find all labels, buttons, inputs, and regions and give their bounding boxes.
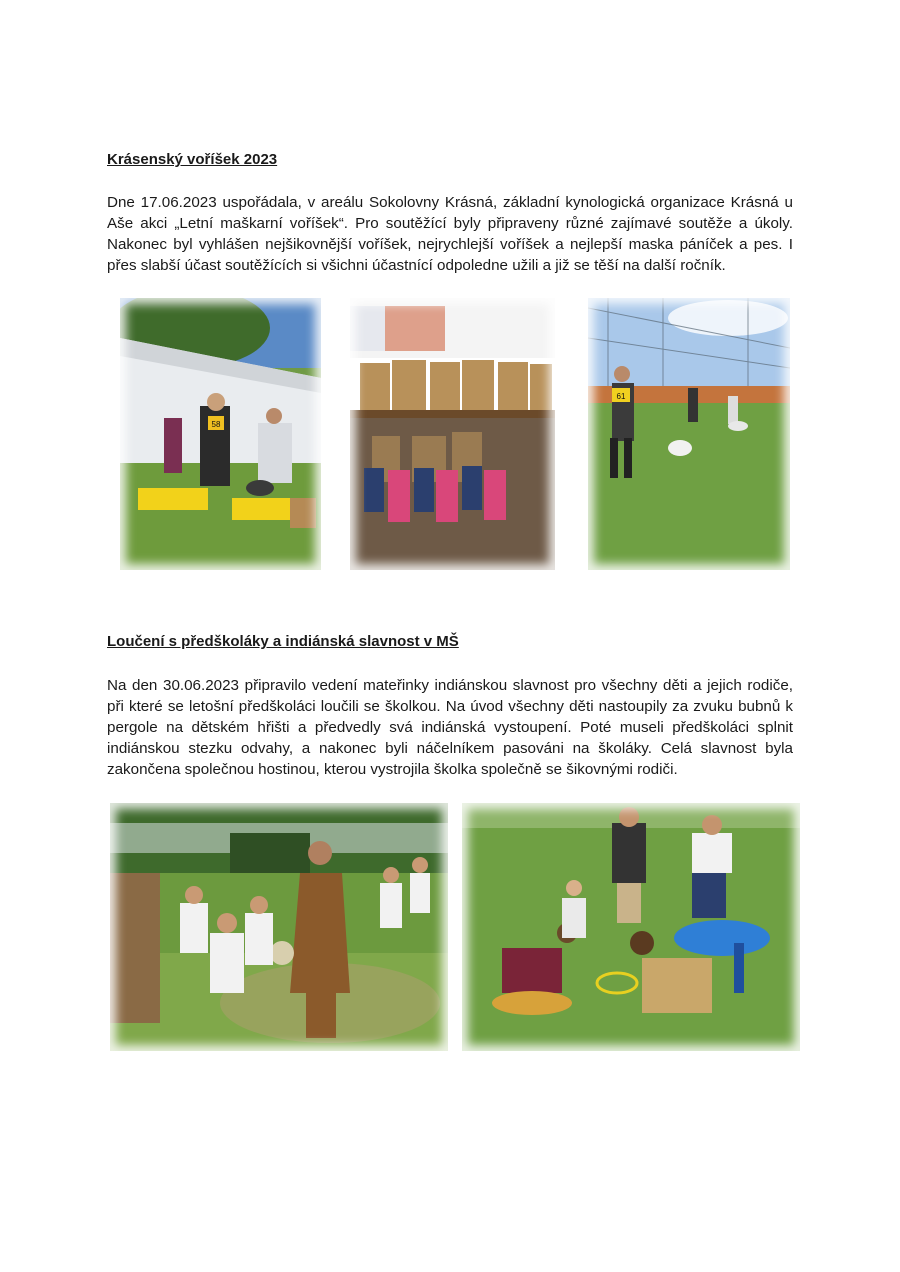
photo-1-bib-number: 58 [211, 420, 221, 429]
section-2-paragraph: Na den 30.06.2023 připravilo vedení mateřinky indiánskou slavnost pro všechny děti a jejich rodiče, při které se letošní předškoláci loučili se školkou. Na úvod všechny děti nastoupily za zvuku bubnů k pergole na dětském hřišti a předvedly svá indiánská vystoupení. Poté museli předškoláci splnit indiánskou stezku odvahy, a nakonec byli náčelníkem pasováni na školáky. Celá slavnost byla zakončena společnou hostinou, kterou vystrojila školka společně se šikovnými rodiči. [107, 677, 793, 778]
section-2-title: Loučení s předškoláky a indiánská slavnost v MŠ [107, 633, 459, 650]
photo-3-bib-number: 61 [616, 392, 626, 401]
photo-dog-costume-contest [120, 298, 321, 570]
photo-prize-table [350, 298, 555, 570]
photo-dog-on-field [588, 298, 790, 570]
section-1-paragraph: Dne 17.06.2023 uspořádala, v areálu Sokolovny Krásná, základní kynologická organizace Krásná u Aše akci „Letní maškarní voříšek“. Pro soutěžící byly připraveny různé zajímavé soutěže a úkoly. Nakonec byl vyhlášen nejšikovnější voříšek, nejrychlejší voříšek a nejlepší maska páníček a pes. I přes slabší účast soutěžících si všichni účastnící odpoledne užili a již se těší na další ročník. [107, 194, 793, 274]
photo-children-parade [110, 803, 448, 1051]
section-1-title: Krásenský voříšek 2023 [107, 151, 278, 168]
photo-children-games [462, 803, 800, 1051]
